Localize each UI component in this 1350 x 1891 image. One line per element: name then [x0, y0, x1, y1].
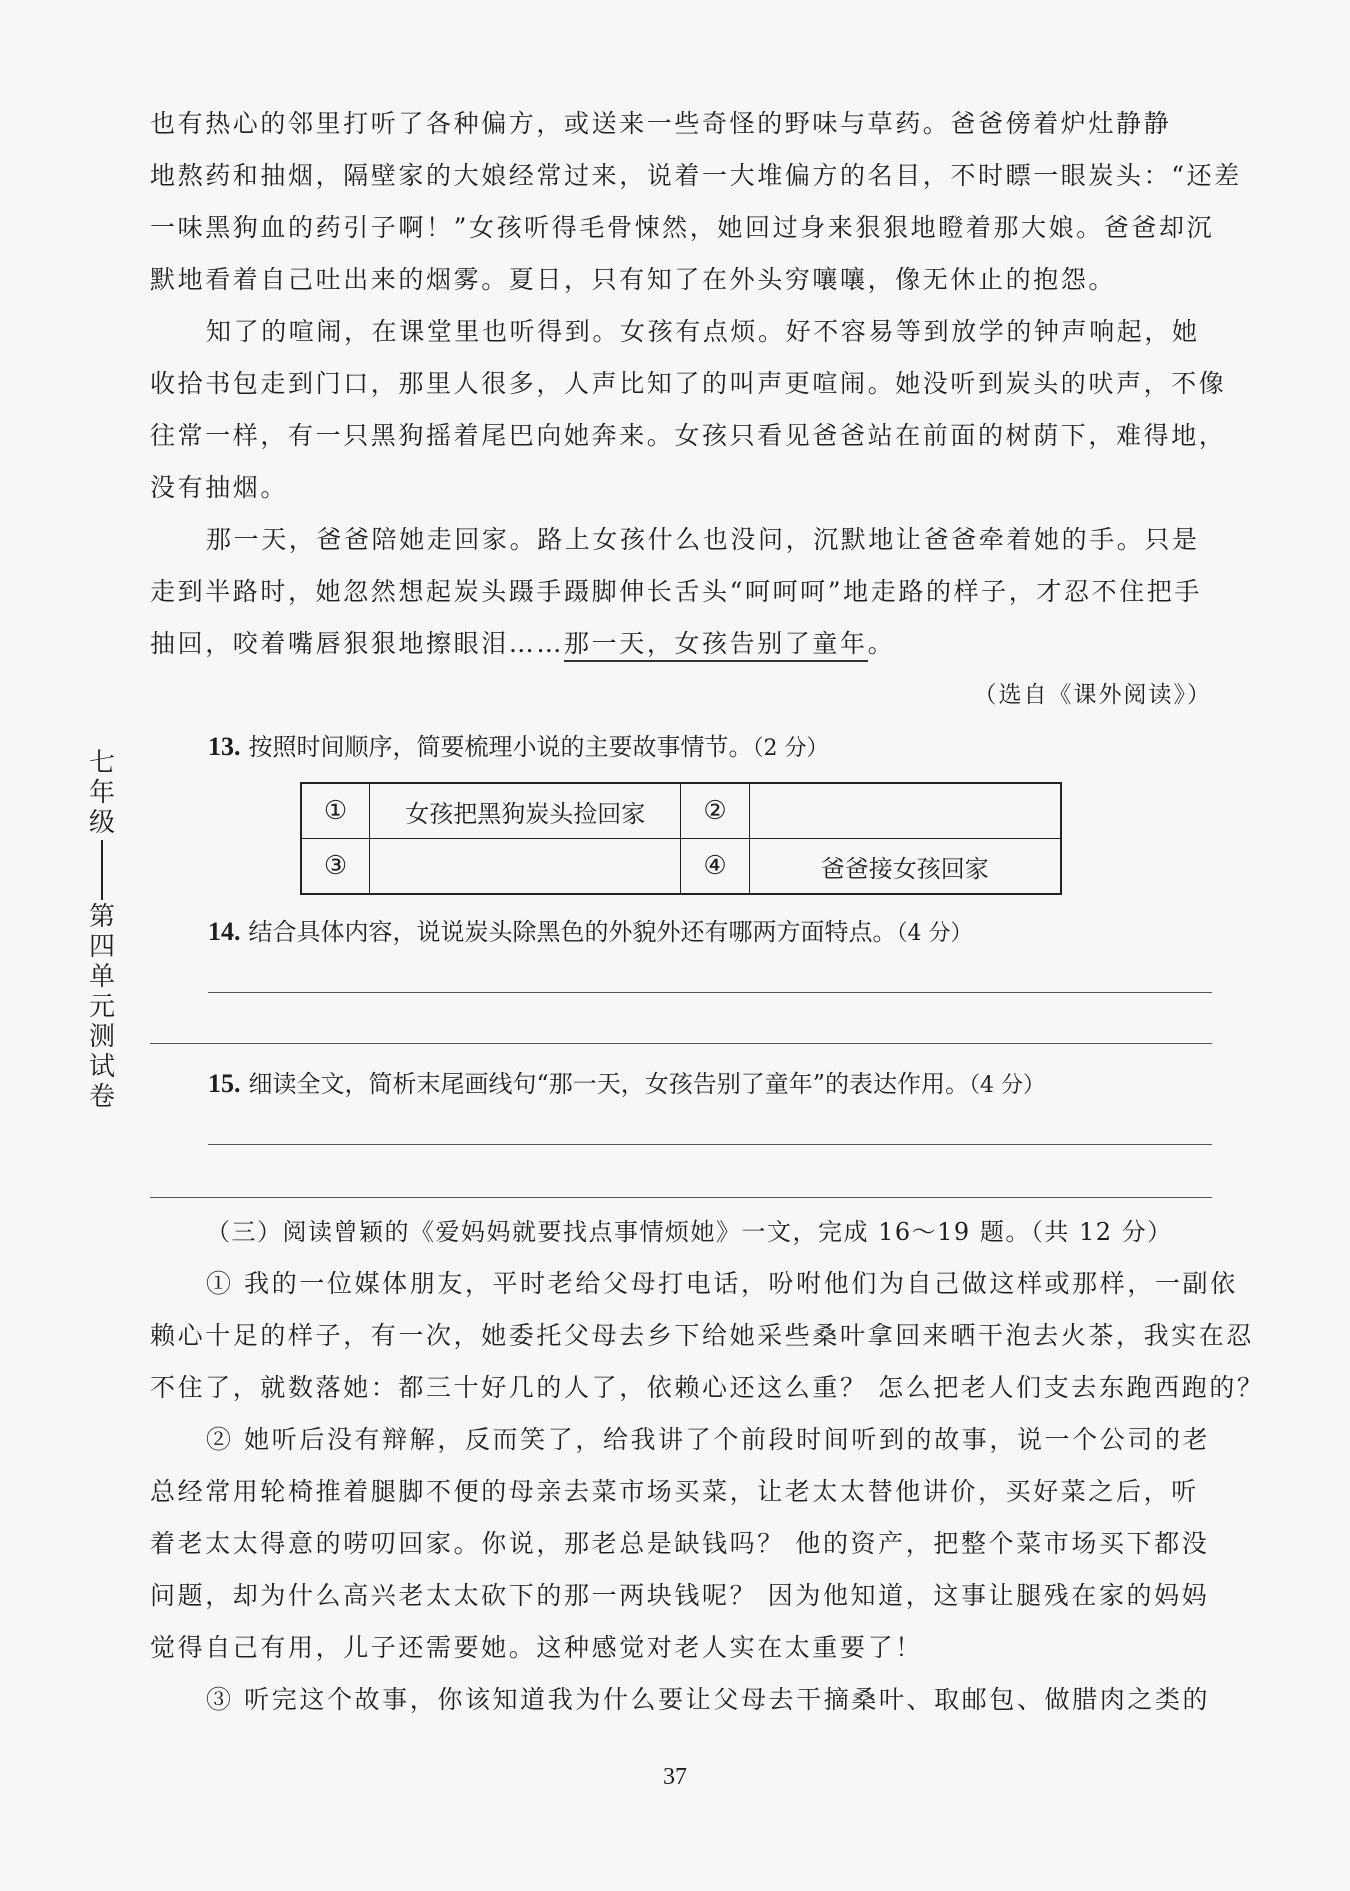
section-3 [150, 1206, 1265, 1726]
passage-line: 没有抽烟。 [150, 473, 289, 502]
passage-line: 觉得自己有用，儿子还需要她。这种感觉对老人实在太重要了！ [150, 1633, 923, 1662]
answer-line[interactable] [208, 1144, 1212, 1145]
story-passage [150, 98, 1242, 670]
source-citation: （选自《课外阅读》） [973, 682, 1212, 708]
question-number: 14. [208, 917, 241, 946]
passage-line: 往常一样，有一只黑狗摇着尾巴向她奔来。女孩只看见爸爸站在前面的树荫下，难得地， [150, 421, 1227, 450]
passage-line: 赖心十足的样子，有一次，她委托父母去乡下给她采些桑叶拿回来晒干泡去火茶，我实在忍 [150, 1321, 1255, 1350]
passage-line: ③ 听完这个故事，你该知道我为什么要让父母去干摘桑叶、取邮包、做腊肉之类的 [206, 1685, 1211, 1714]
side-char: 试 [88, 1052, 115, 1082]
passage-line: 收拾书包走到门口，那里人很多，人声比知了的叫声更喧闹。她没听到炭头的吠声，不像 [150, 369, 1227, 398]
question-points: （4 分） [969, 1073, 1046, 1098]
question-14 [208, 912, 973, 947]
underlined-sentence: 那一天，女孩告别了童年 [564, 629, 868, 662]
passage-line: 也有热心的邻里打听了各种偏方，或送来一些奇怪的野味与草药。爸爸傍着炉灶静静 [150, 109, 1172, 138]
side-char: 单 [88, 962, 115, 992]
question-text: 按照时间顺序，简要梳理小说的主要故事情节。 [248, 733, 753, 761]
answer-line[interactable] [208, 992, 1212, 993]
passage-line: ② 她听后没有辩解，反而笑了，给我讲了个前段时间听到的故事，说一个公司的老 [206, 1425, 1211, 1454]
question-15 [208, 1064, 1045, 1099]
passage-line: 问题，却为什么高兴老太太砍下的那一两块钱呢？ 因为他知道，这事让腿残在家的妈妈 [150, 1581, 1210, 1610]
passage-last-line [150, 618, 1215, 670]
side-char: 级 [88, 808, 115, 838]
passage-line: 知了的喧闹，在课堂里也听得到。女孩有点烦。好不容易等到放学的钟声响起，她 [206, 317, 1200, 346]
side-char: 测 [88, 1022, 115, 1052]
table-row [301, 783, 1061, 839]
question-number: 13. [208, 732, 241, 761]
answer-cell[interactable] [749, 783, 1061, 839]
question-number: 15. [208, 1069, 241, 1098]
plot-table [300, 782, 1062, 895]
answer-line[interactable] [150, 1197, 1212, 1198]
question-points: （2 分） [752, 736, 829, 761]
passage-line: 那一天，爸爸陪她走回家。路上女孩什么也没问，沉默地让爸爸牵着她的手。只是 [206, 525, 1200, 554]
answer-line[interactable] [150, 1043, 1212, 1044]
table-cell: ② [681, 783, 749, 839]
question-text: 结合具体内容，说说炭头除黑色的外貌外还有哪两方面特点。 [248, 918, 897, 946]
passage-line: ① 我的一位媒体朋友，平时老给父母打电话，吩咐他们为自己做这样或那样，一副依 [206, 1269, 1238, 1298]
side-char: 第 [88, 902, 115, 932]
question-points: （4 分） [896, 921, 973, 946]
table-cell: 爸爸接女孩回家 [749, 839, 1061, 895]
passage-line: 总经常用轮椅推着腿脚不便的母亲去菜市场买菜，让老太太替他讲价，买好菜之后，听 [150, 1477, 1199, 1506]
passage-text: 抽回，咬着嘴唇狠狠地擦眼泪…… [150, 629, 565, 658]
passage-line: 不住了，就数落她：都三十好几的人了，依赖心还这么重？ 怎么把老人们支去东跑西跑的？ [150, 1373, 1265, 1402]
page-number: 37 [663, 1764, 687, 1790]
question-13 [208, 727, 829, 762]
passage-line: 着老太太得意的唠叨回家。你说，那老总是缺钱吗？ 他的资产，把整个菜市场买下都没 [150, 1529, 1210, 1558]
table-cell: 女孩把黑狗炭头捡回家 [370, 783, 681, 839]
table-row [301, 839, 1061, 895]
passage-line: 默地看着自己吐出来的烟雾。夏日，只有知了在外头穷嚷嚷，像无休止的抱怨。 [150, 265, 1117, 294]
side-divider [101, 840, 103, 900]
section-intro: （三）阅读曾颖的《爱妈妈就要找点事情烦她》一文，完成 16～19 题。（共 12 分） [206, 1218, 1173, 1246]
side-label [82, 748, 122, 1112]
table-cell: ① [301, 783, 370, 839]
side-char: 七 [88, 748, 115, 778]
passage-line: 地熬药和抽烟，隔壁家的大娘经常过来，说着一大堆偏方的名目，不时瞟一眼炭头：“还差 [150, 161, 1242, 190]
side-char: 元 [88, 992, 115, 1022]
passage-line: 一味黑狗血的药引子啊！”女孩听得毛骨悚然，她回过身来狠狠地瞪着那大娘。爸爸却沉 [150, 213, 1215, 242]
side-char: 四 [88, 932, 115, 962]
passage-text: 。 [867, 629, 896, 658]
passage-line: 走到半路时，她忽然想起炭头蹑手蹑脚伸长舌头“呵呵呵”地走路的样子，才忍不住把手 [150, 577, 1202, 606]
answer-cell[interactable] [370, 839, 681, 895]
table-cell: ④ [681, 839, 749, 895]
side-char: 年 [88, 778, 115, 808]
table-cell: ③ [301, 839, 370, 895]
question-text: 细读全文，简析末尾画线句“那一天，女孩告别了童年”的表达作用。 [248, 1070, 970, 1098]
side-char: 卷 [88, 1082, 115, 1112]
